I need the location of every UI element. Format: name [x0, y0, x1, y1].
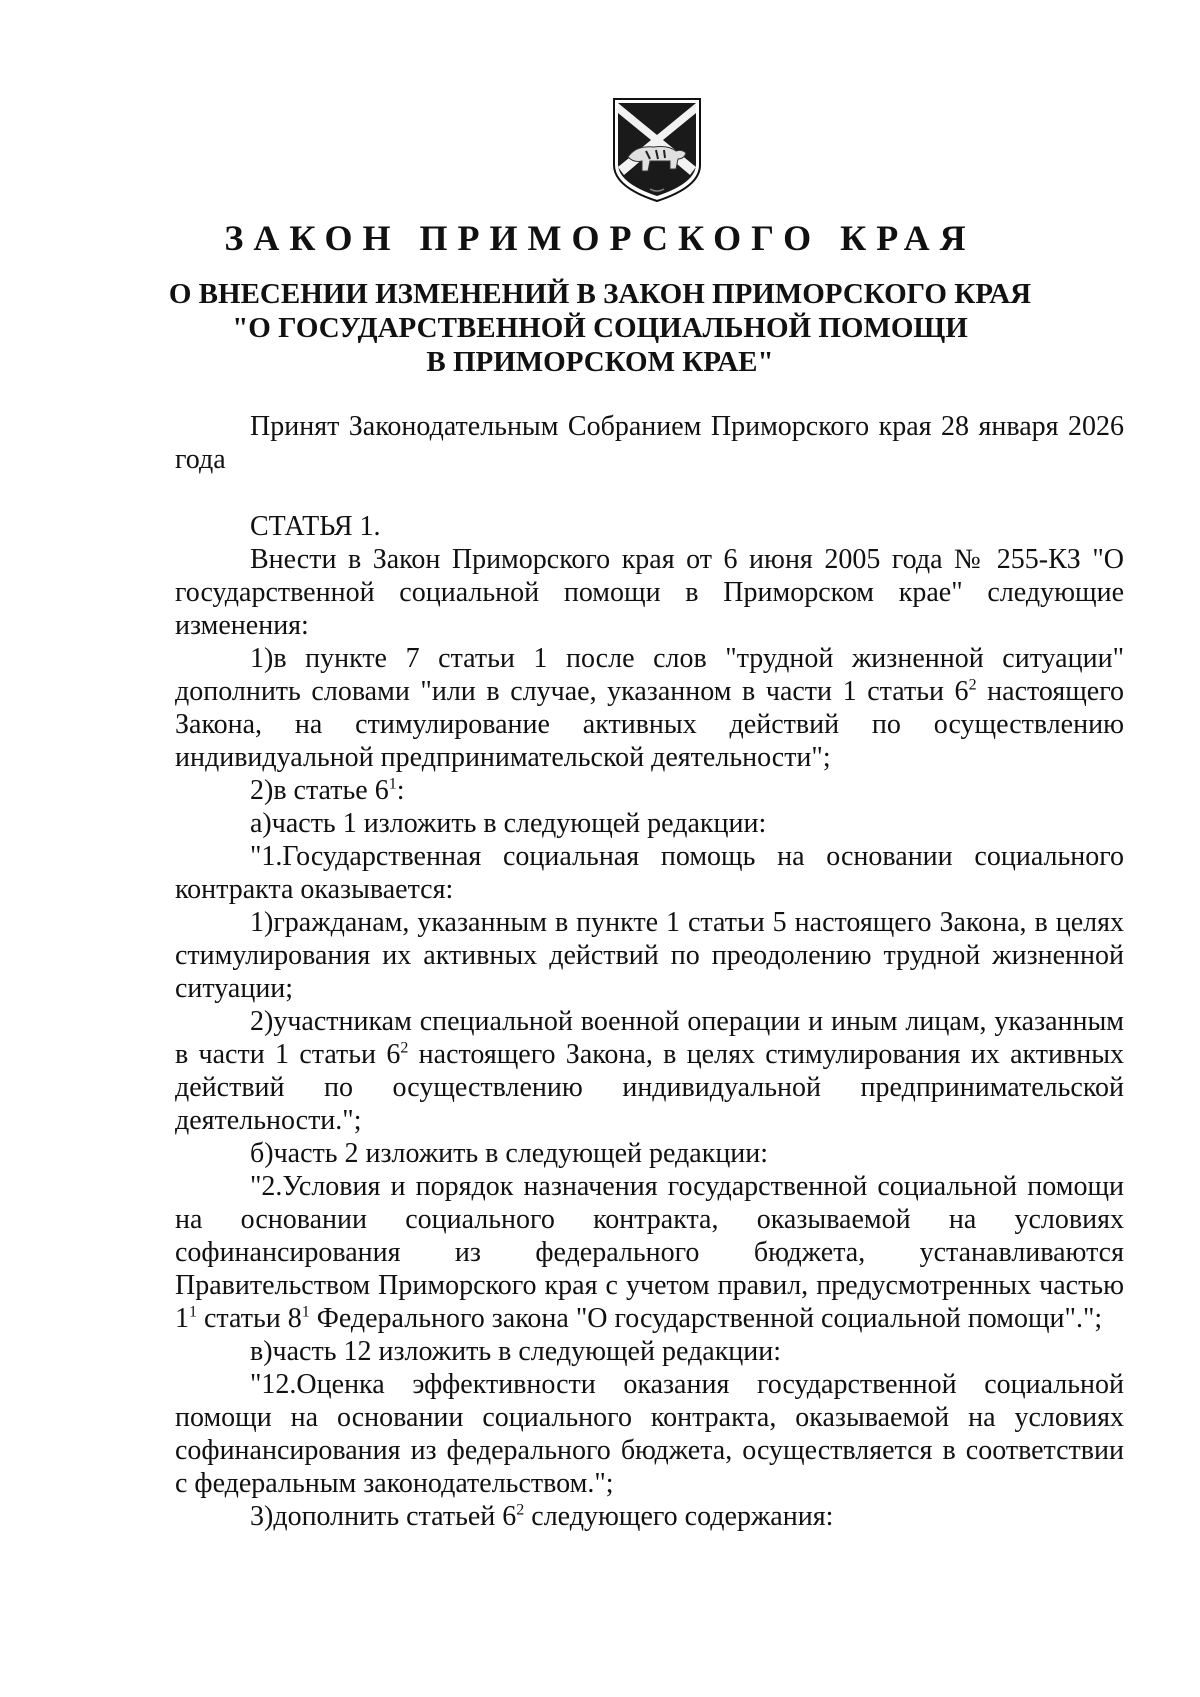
- coat-of-arms-icon: [610, 95, 704, 205]
- subtitle-line: В ПРИМОРСКОМ КРАЕ": [426, 346, 774, 378]
- law-title: ЗАКОН ПРИМОРСКОГО КРАЯ: [224, 218, 976, 258]
- superscript: 2: [400, 1039, 409, 1057]
- amendment-item-3: [175, 1500, 1124, 1533]
- amendment-item-2: [175, 774, 1124, 807]
- text: 2)в статье 6: [250, 775, 389, 806]
- text: 2)участникам специальной военной операции и иным лицам, указанным в части 1 статьи 6: [175, 1006, 1124, 1070]
- text: 1)в пункте 7 статьи 1 после слов "трудной жизненной ситуации" дополнить словами "или в случае, указанном в части 1 статьи 6: [175, 643, 1124, 707]
- subtitle-line: "О ГОСУДАРСТВЕННОЙ СОЦИАЛЬНОЙ ПОМОЩИ: [232, 312, 968, 344]
- superscript: 1: [301, 1303, 310, 1321]
- superscript: 2: [968, 676, 977, 694]
- subtitle-line: О ВНЕСЕНИИ ИЗМЕНЕНИЙ В ЗАКОН ПРИМОРСКОГО КРАЯ: [168, 278, 1032, 310]
- quoted-part-1: "1.Государственная социальная помощь на основании социального контракта оказывается:: [175, 841, 1124, 905]
- article-intro: Внести в Закон Приморского края от 6 июня 2005 года № 255-КЗ "О государственной социальной помощи в Приморском крае" следующие изменения:: [175, 544, 1124, 641]
- quoted-part-1-item-1: 1)гражданам, указанным в пункте 1 статьи 5 настоящего Закона, в целях стимулирования их активных действий по преодолению трудной жизненной ситуации;: [175, 907, 1124, 1004]
- quoted-part-2: [175, 1170, 1124, 1335]
- amendment-item-2b: б)часть 2 изложить в следующей редакции:: [250, 1138, 769, 1169]
- text: "2.Условия и порядок назначения государственной социальной помощи на основании социального контракта, оказываемой на условиях софинансирования из федерального бюджета, устанавливаются Правительством Приморского края с учетом правил, предусмотренных частью 1: [175, 1171, 1124, 1334]
- quoted-part-1-item-2: [175, 1005, 1124, 1137]
- amendment-item-2c: в)часть 12 изложить в следующей редакции:: [250, 1336, 782, 1367]
- superscript: 1: [388, 775, 397, 793]
- article-heading: СТАТЬЯ 1.: [250, 511, 381, 542]
- amendment-item-2a: а)часть 1 изложить в следующей редакции:: [250, 808, 767, 839]
- superscript: 1: [189, 1303, 197, 1321]
- text: следующего содержания:: [524, 1501, 834, 1532]
- text: 3)дополнить статьей 6: [250, 1501, 517, 1532]
- law-subtitle: [0, 277, 1200, 379]
- superscript: 2: [516, 1501, 525, 1519]
- text: :: [396, 775, 405, 806]
- text: Федерального закона "О государственной социальной помощи".";: [309, 1303, 1103, 1334]
- amendment-item-1: [175, 642, 1124, 774]
- quoted-part-12: "12.Оценка эффективности оказания государственной социальной помощи на основании социального контракта, оказываемой на условиях софинансирования из федерального бюджета, осуществляется в соответствии с федеральным законодательством.";: [175, 1369, 1124, 1499]
- law-body: [175, 410, 1124, 1533]
- adoption-note: Принят Законодательным Собранием Приморского края 28 января 2026 года: [175, 411, 1124, 475]
- text: настоящего Закона, на стимулирование активных действий по осуществлению индивидуальной предпринимательской деятельности";: [175, 676, 1125, 773]
- text: статьи 8: [197, 1303, 302, 1334]
- text: настоящего Закона, в целях стимулирования их активных действий по осуществлению индивидуальной предпринимательской деятельности.";: [175, 1039, 1125, 1136]
